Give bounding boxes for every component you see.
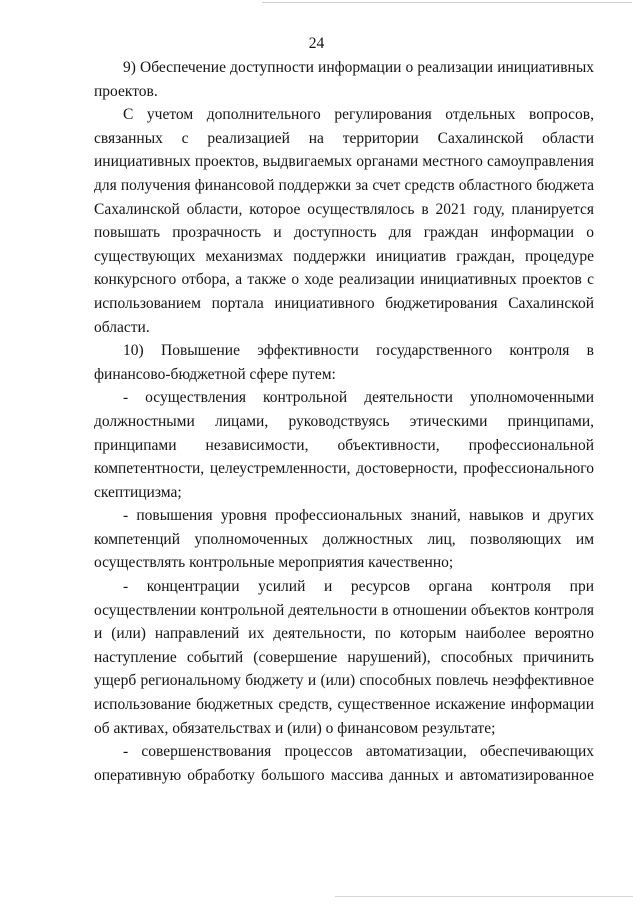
paragraph-transparency: С учетом дополнительного регулирования отдельных вопросов, связанных с реализацией на территории Сахалинской области инициативных проектов, выдвигаемых органами местного самоуправления для получения финансовой поддержки за счет средств областного бюджета Сахалинской области, которое осуществлялось в 2021 году, планируется повышать прозрачность и доступность для граждан информации о существующих механизмах поддержки инициатив граждан, процедуре конкурсного отбора, а также о ходе реализации инициативных проектов с использованием портала инициативного бюджетирования Сахалинской области. [94,106,594,336]
list-item-resource-concentration: - концентрации усилий и ресурсов органа контроля при осуществлении контрольной деятельности в отношении объектов контроля и (или) направлений их деятельности, по которым наиболее вероятно наступление событий (совершение нарушений), способных причинить ущерб региональному бюджету и (или) способных повлечь неэффективное использование бюджетных средств, существенное искажение информации об активах, обязательствах и (или) о финансовом результате; [94,578,594,737]
list-item-automation: - совершенствования процессов автоматизации, обеспечивающих оперативную обработку большого массива данных и автоматизированное [94,743,594,784]
list-item-qualification: - повышения уровня профессиональных знаний, навыков и других компетенций уполномоченных должностных лиц, позволяющих им осуществлять контрольные мероприятия качественно; [94,507,594,572]
document-body [94,56,594,787]
list-item-control-activity: - осуществления контрольной деятельности уполномоченными должностными лицами, руководствуясь этическими принципами, принципами независимости, объективности, профессиональной компетентности, целеустремленности, достоверности, профессионального скептицизма; [94,389,594,501]
scan-edge-line-top [262,2,632,3]
paragraph-item-10: 10) Повышение эффективности государственного контроля в финансово-бюджетной сфере путем: [94,342,594,383]
page-number: 24 [308,35,325,52]
paragraph-item-9: 9) Обеспечение доступности информации о реализации инициативных проектов. [94,59,594,100]
scan-edge-line-bottom [335,896,633,897]
